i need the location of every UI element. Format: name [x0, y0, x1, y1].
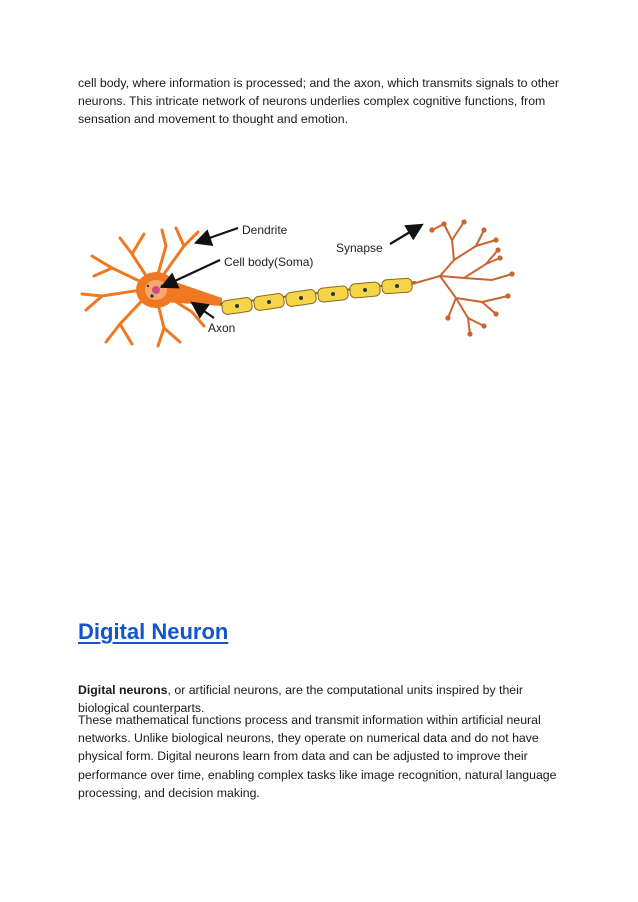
cell-body-label: Cell body(Soma): [224, 255, 314, 269]
lead-bold-term: Digital neurons: [78, 683, 168, 697]
dendrite-label: Dendrite: [242, 223, 288, 237]
neuron-diagram-svg: [72, 206, 532, 350]
intro-paragraph: cell body, where information is processed; and the axon, which transmits signals to other neurons. This intricate network of neurons underlies complex cognitive functions, from sensation and movement to thought and emotion.: [78, 76, 559, 127]
synapse-label: Synapse: [336, 241, 383, 255]
section-heading: Digital Neuron: [78, 619, 229, 644]
body-paragraph: These mathematical functions process and transmit information within artificial neural networks. Unlike biological neurons, they operate on numerical data and do not have physical form. Digital neurons learn from data and can be adjusted to improve their performance over time, enabling complex tasks like image recognition, natural language processing, and decision making.: [78, 713, 557, 800]
cell-body: [136, 272, 176, 308]
axon-myelin: [220, 278, 416, 315]
neuron-diagram: [72, 206, 532, 350]
lead-text: , or artificial neurons, are the computational units inspired by their biological counterparts.: [78, 683, 523, 716]
axon-label: Axon: [208, 321, 236, 335]
